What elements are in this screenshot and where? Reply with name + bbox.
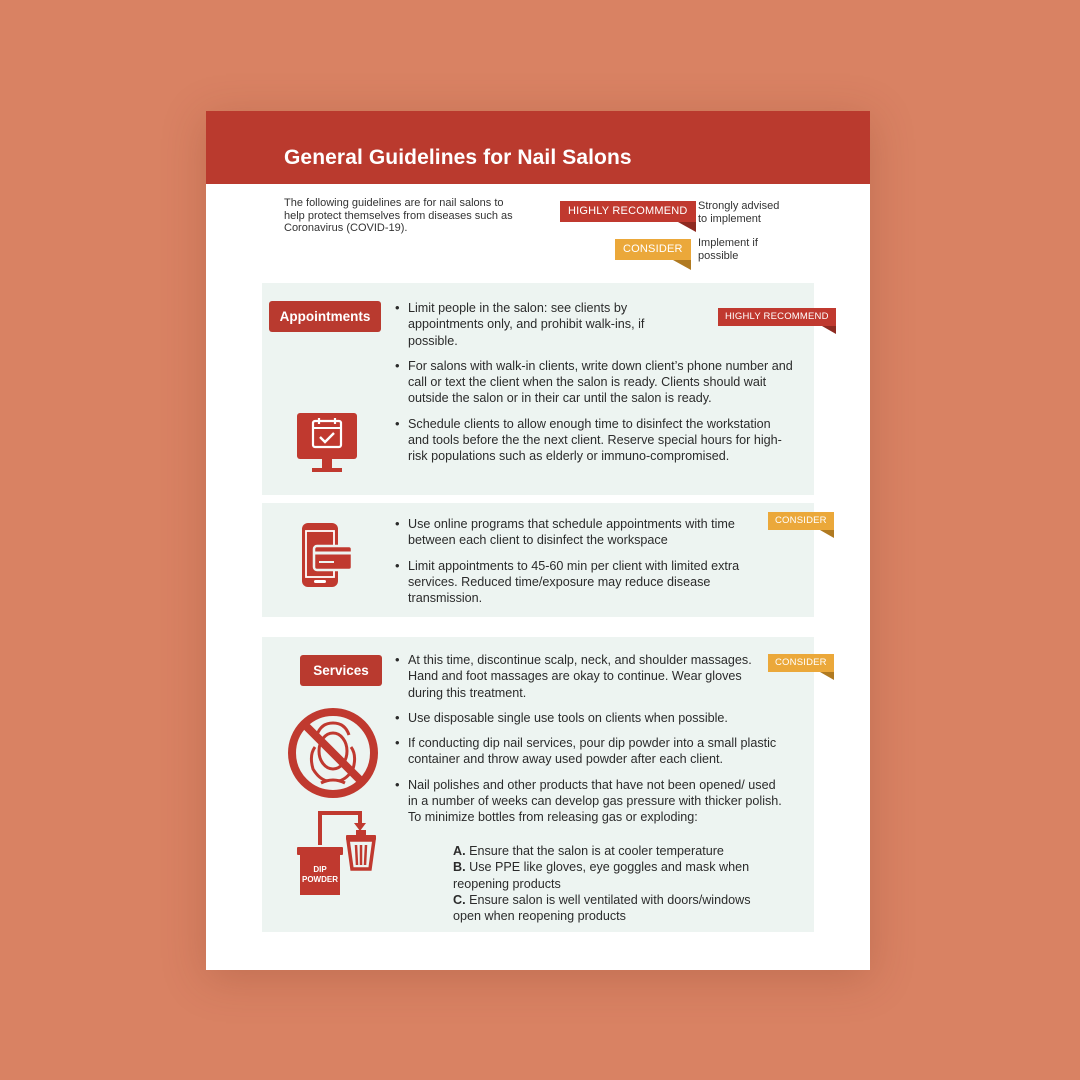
services-priority-tag: CONSIDER <box>768 654 834 672</box>
page-header <box>206 111 870 184</box>
appointments-bullets <box>395 300 795 474</box>
services-sub-list <box>408 843 768 924</box>
legend-consider-desc: Implement if possible <box>698 237 758 262</box>
guideline-page <box>206 111 870 970</box>
list-item: • At this time, discontinue scalp, neck, and shoulder massages. Hand and foot massages are okay to continue. Wear gloves during this treatment. <box>395 652 768 701</box>
online-priority-tag: CONSIDER <box>768 512 834 530</box>
sub-item-b: B. Use PPE like gloves, eye goggles and mask when reopening products <box>453 860 750 891</box>
dip-powder-trash-icon <box>296 809 382 897</box>
appointments-priority-tag: HIGHLY RECOMMEND <box>718 308 836 326</box>
no-massage-icon <box>287 707 379 799</box>
phone-card-icon <box>300 522 356 588</box>
list-item: • Limit people in the salon: see clients by appointments only, and prohibit walk-ins, if possible. <box>395 300 678 349</box>
legend-highly-desc: Strongly advised to implement <box>698 200 780 225</box>
services-section <box>262 637 827 932</box>
page-title: General Guidelines for Nail Salons <box>284 146 632 169</box>
calendar-monitor-icon <box>296 412 358 476</box>
appointments-label: Appointments <box>269 301 381 332</box>
list-item: • Nail polishes and other products that have not been opened/ used in a number of weeks can develop gas pressure with thicker polish. To minimize bottles from releasing gas or exploding: <box>395 777 788 826</box>
list-item: • Limit appointments to 45-60 min per client with limited extra services. Reduced time/exposure may reduce disease transmission. <box>395 558 768 607</box>
sub-item-a: A. Ensure that the salon is at cooler temperature <box>453 844 724 858</box>
appointments-section <box>262 283 829 495</box>
dip-label-2: POWDER <box>302 875 338 884</box>
legend-consider-tag: CONSIDER <box>615 239 691 260</box>
sub-item-c: C. Ensure salon is well ventilated with doors/windows open when reopening products <box>453 892 751 924</box>
list-item: • For salons with walk-in clients, write down client’s phone number and call or text the client when the salon is ready. Clients should wait outside the salon or in their car until the salon is ready. <box>395 358 795 407</box>
services-label: Services <box>300 655 382 686</box>
online-scheduling-section <box>262 503 827 617</box>
list-item: • Schedule clients to allow enough time to disinfect the workstation and tools before the the next client. Reserve special hours for high-risk populations such as elderly or immuno-compromised. <box>395 416 795 465</box>
list-item: • Use disposable single use tools on clients when possible. <box>395 710 795 726</box>
list-item: • If conducting dip nail services, pour dip powder into a small plastic container and throw away used powder after each client. <box>395 735 795 768</box>
dip-label-1: DIP <box>313 865 327 874</box>
intro-text: The following guidelines are for nail salons to help protect themselves from diseases such as Coronavirus (COVID-19). <box>284 197 513 234</box>
online-bullets <box>395 516 795 615</box>
list-item: • Use online programs that schedule appointments with time between each client to disinfect the workspace <box>395 516 768 549</box>
services-bullets <box>395 652 795 826</box>
legend-highly-tag: HIGHLY RECOMMEND <box>560 201 696 222</box>
